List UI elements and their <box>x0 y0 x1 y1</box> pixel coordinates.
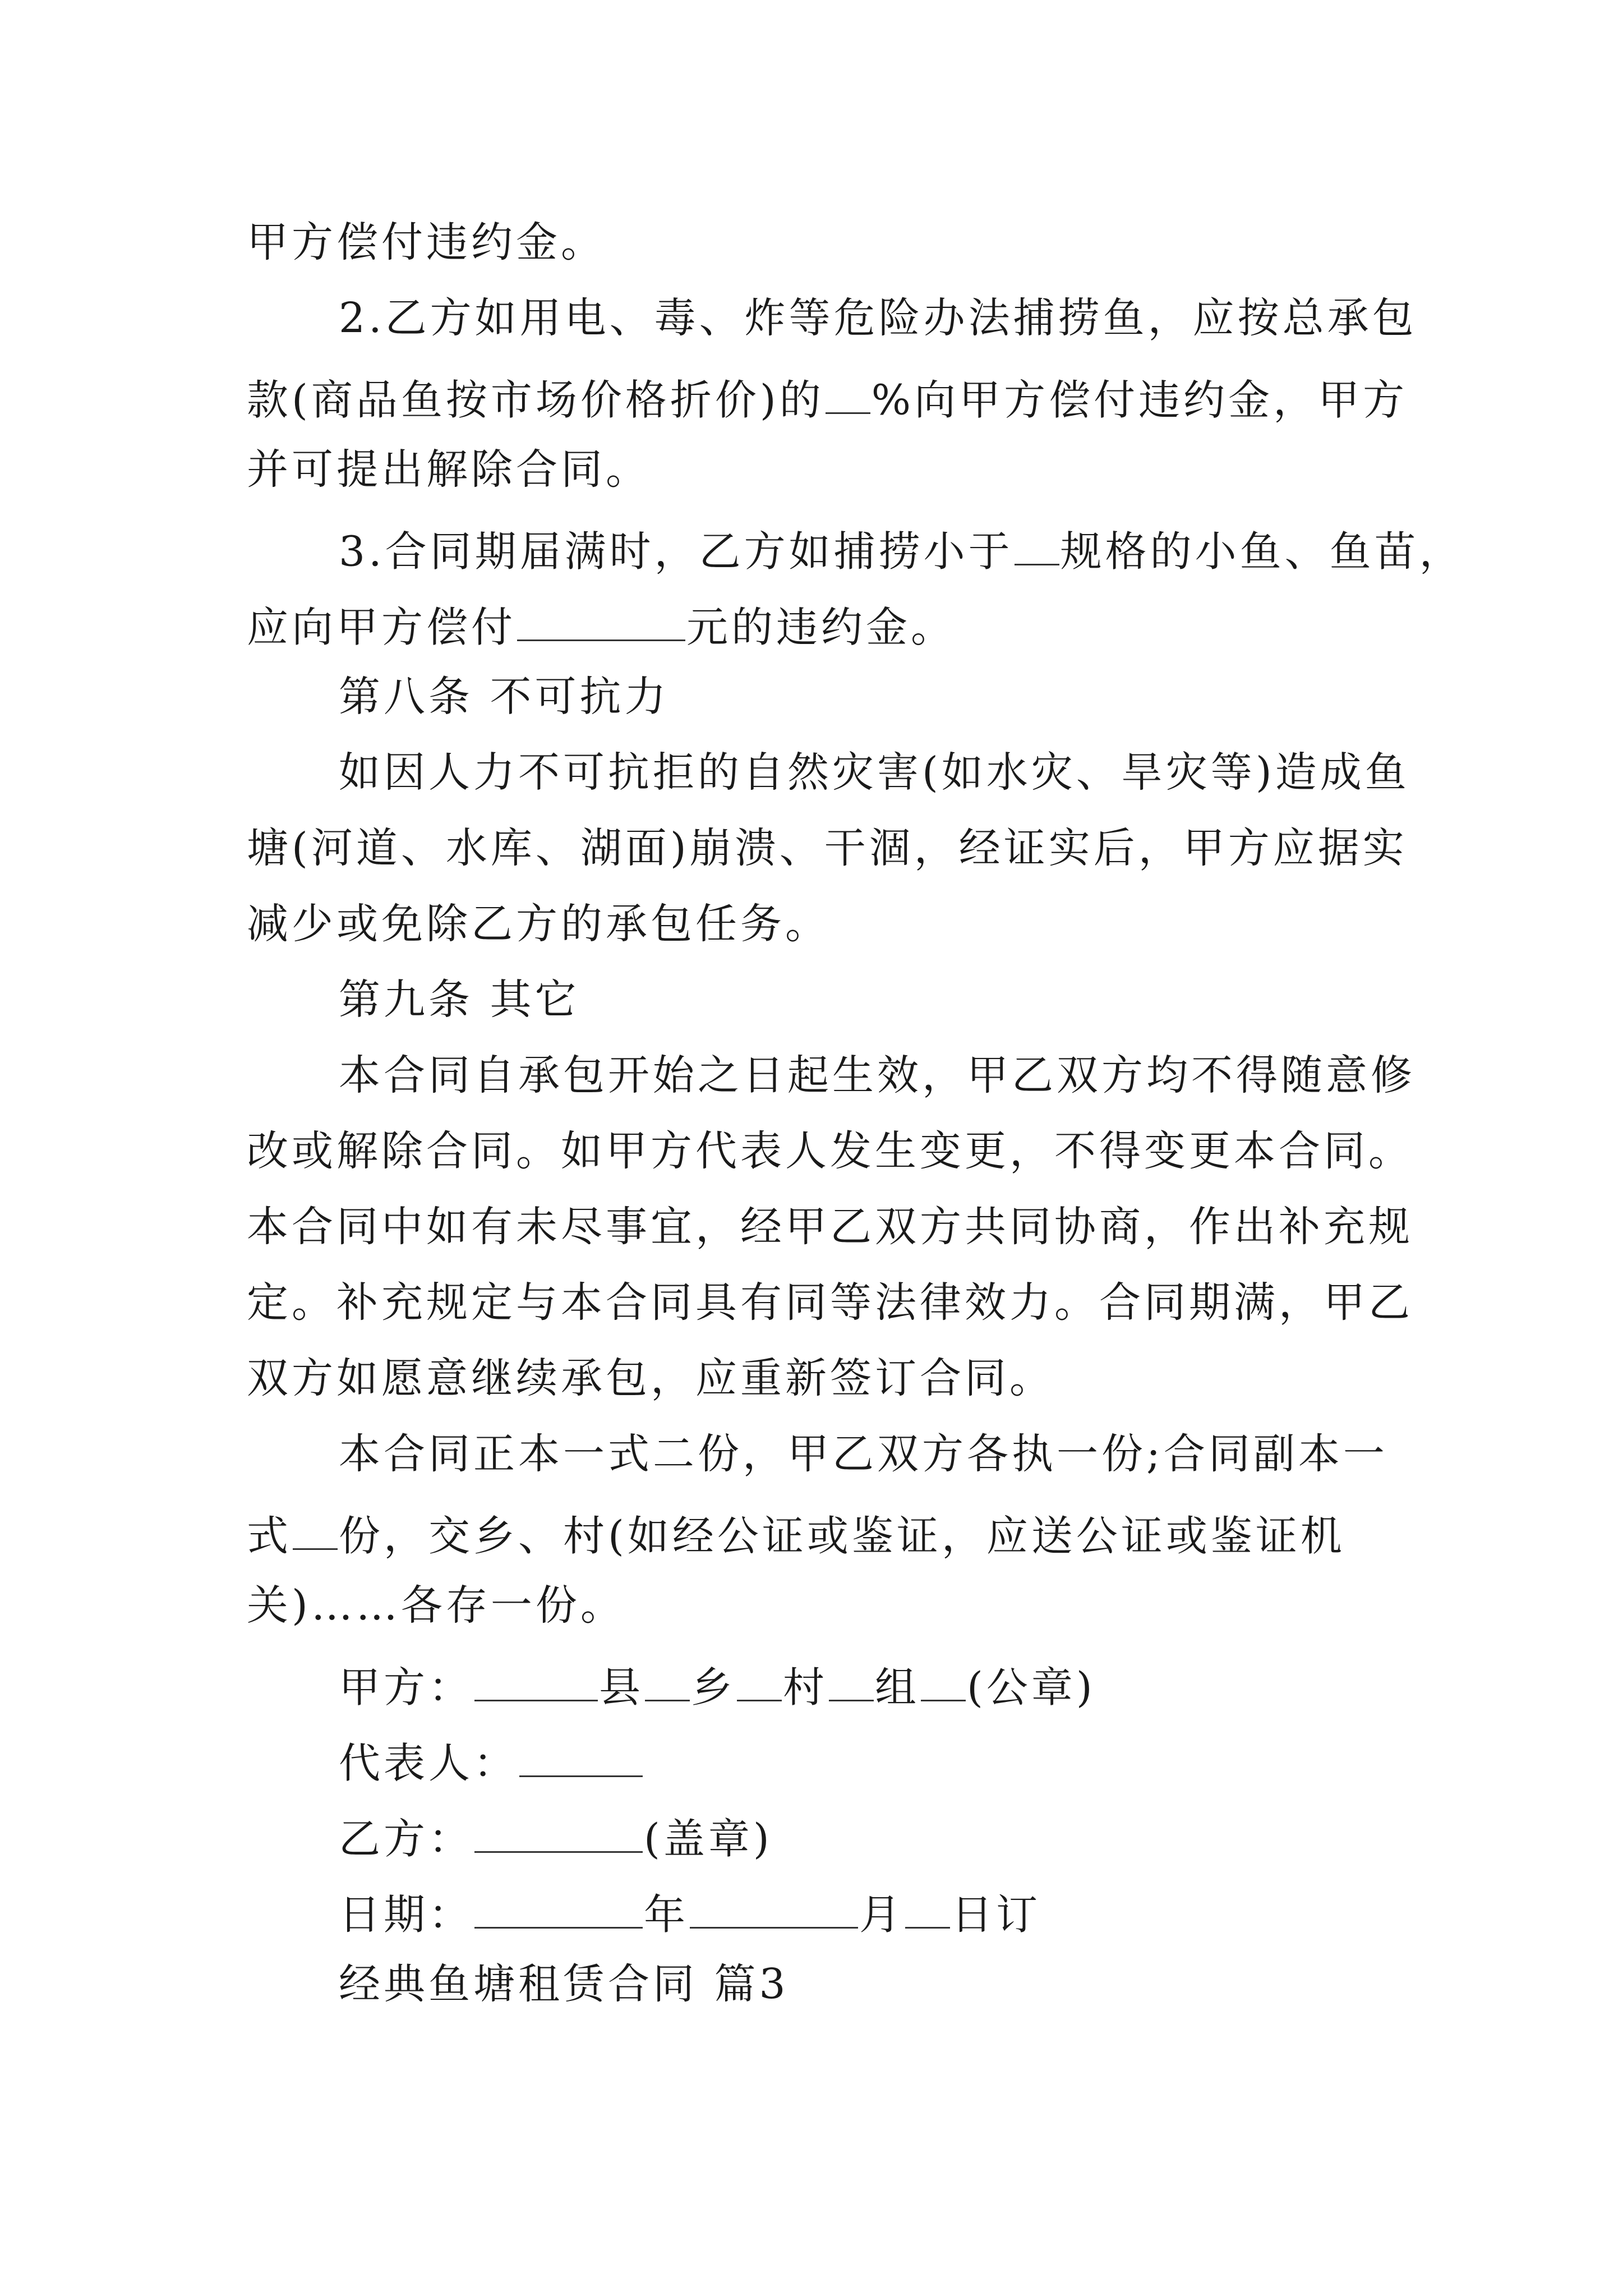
blank-underline <box>826 373 870 414</box>
article-8-line-2: 塘(河道、水库、湖面)崩溃、干涸，经证实后，甲方应据实 <box>247 824 1408 872</box>
text-segment: 乙方： <box>339 1815 473 1864</box>
signature-party-a <box>339 1660 1483 1712</box>
copies-line-2 <box>247 1509 1391 1561</box>
text-segment: 日期： <box>339 1890 473 1939</box>
blank-underline <box>905 1888 950 1929</box>
text-segment: 份，交乡、村(如经公证或鉴证，应送公证或鉴证机 <box>339 1512 1345 1561</box>
blank-underline <box>474 1888 643 1929</box>
blank-underline <box>517 600 685 641</box>
blank-underline <box>1015 524 1059 565</box>
text-segment: %向甲方偿付违约金，甲方 <box>871 376 1408 425</box>
article-9-line-2: 改或解除合同。如甲方代表人发生变更，不得变更本合同。 <box>247 1127 1413 1175</box>
signature-party-b <box>339 1812 1483 1864</box>
text-segment: 日订 <box>951 1890 1041 1939</box>
article-9-line-1: 本合同自承包开始之日起生效，甲乙双方均不得随意修 <box>339 1051 1415 1099</box>
text-segment: 乡 <box>691 1663 736 1712</box>
text-segment: 规格的小鱼、鱼苗， <box>1060 527 1464 576</box>
article-9-line-5: 双方如愿意继续承包，应重新签订合同。 <box>247 1354 1054 1402</box>
clause-2-line-3: 并可提出解除合同。 <box>247 445 651 494</box>
blank-underline <box>293 1509 338 1550</box>
text-segment: 村 <box>783 1663 828 1712</box>
text-segment: 组 <box>875 1663 920 1712</box>
text-segment: 甲方： <box>339 1663 473 1712</box>
text-segment: 县 <box>599 1663 644 1712</box>
text-segment: 应向甲方偿付 <box>247 603 516 652</box>
section-title: 经典鱼塘租赁合同 篇3 <box>339 1960 789 2008</box>
clause-2-line-1: 2.乙方如用电、毒、炸等危险办法捕捞鱼，应按总承包 <box>339 294 1417 342</box>
blank-underline <box>829 1660 874 1701</box>
clause-3-line-2 <box>247 600 1391 652</box>
blank-underline <box>519 1736 643 1777</box>
article-9-line-3: 本合同中如有未尽事宜，经甲乙双方共同协商，作出补充规 <box>247 1203 1413 1251</box>
article-9-line-4: 定。补充规定与本合同具有同等法律效力。合同期满，甲乙 <box>247 1278 1413 1327</box>
text-segment: 式 <box>247 1512 292 1561</box>
blank-underline <box>921 1660 966 1701</box>
blank-underline <box>474 1812 643 1853</box>
blank-underline <box>474 1660 598 1701</box>
signature-date <box>339 1888 1483 1939</box>
text-segment: 款(商品鱼按市场价格折价)的 <box>247 376 824 425</box>
blank-underline <box>737 1660 782 1701</box>
article-8-heading: 第八条 不可抗力 <box>339 673 670 721</box>
paragraph-line: 甲方偿付违约金。 <box>247 218 606 266</box>
text-segment: 元的违约金。 <box>686 603 956 652</box>
clause-3-line-1 <box>339 524 1483 576</box>
signature-representative <box>339 1736 1483 1788</box>
clause-2-line-2 <box>247 373 1408 425</box>
copies-line-1: 本合同正本一式二份，甲乙双方各执一份;合同副本一 <box>339 1430 1388 1478</box>
copies-line-3: 关)……各存一份。 <box>247 1581 625 1630</box>
text-segment: 3.合同期届满时，乙方如捕捞小于 <box>339 527 1013 576</box>
blank-underline <box>690 1888 858 1929</box>
text-segment: (盖章) <box>644 1815 773 1864</box>
text-segment: 年 <box>644 1890 689 1939</box>
article-8-line-3: 减少或免除乙方的承包任务。 <box>247 900 830 948</box>
text-segment: 月 <box>859 1890 904 1939</box>
article-9-heading: 第九条 其它 <box>339 976 580 1024</box>
text-segment: 代表人： <box>339 1739 518 1788</box>
text-segment: (公章) <box>967 1663 1096 1712</box>
article-8-line-1: 如因人力不可抗拒的自然灾害(如水灾、旱灾等)造成鱼 <box>339 748 1410 797</box>
blank-underline <box>645 1660 690 1701</box>
